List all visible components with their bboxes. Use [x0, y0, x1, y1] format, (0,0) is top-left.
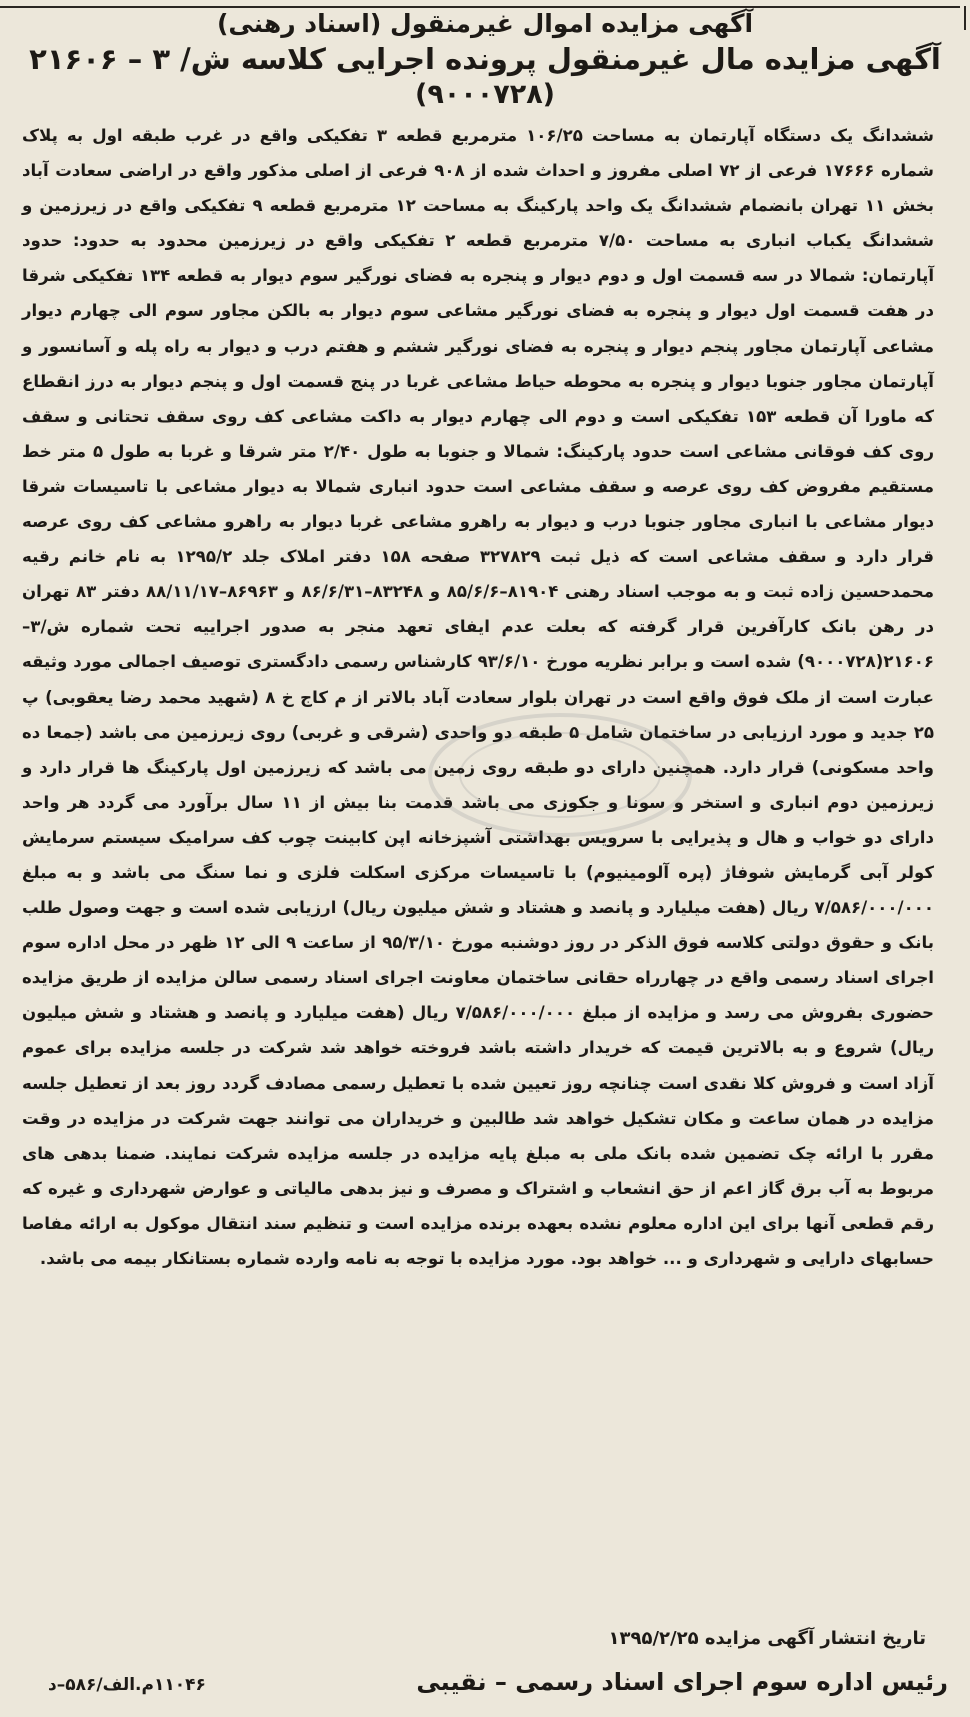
publish-date: تاریخ انتشار آگهی مزایده ۱۳۹۵/۲/۲۵: [608, 1628, 926, 1649]
case-number: (۹۰۰۰۷۲۸): [414, 79, 556, 110]
notice-paragraph: ششدانگ یک دستگاه آپارتمان به مساحت ۱۰۶/۲۵ مترمربع قطعه ۳ تفکیکی واقع در غرب طبقه اول به پلاک شماره ۱۷۶۶۶ فرعی از ۷۲ اصلی مفروز و احداث شده از ۹۰۸ فرعی از اصلی مذکور واقع در اراضی سعادت آباد بخش ۱۱ تهران بانضمام ششدانگ یک واحد پارکینگ به مساحت ۱۲ مترمربع قطعه ۹ تفکیکی واقع در زیرزمین و ششدانگ یکباب انباری به مساحت ۷/۵۰ مترمربع قطعه ۲ تفکیکی واقع در زیرزمین محدود به حدود: حدود آپارتمان: شمالا در سه قسمت اول و دوم دیوار و پنجره به فضای نورگیر سوم دیوار به قطعه ۱۳۴ تفکیکی شرقا در هفت قسمت اول دیوار و پنجره به فضای نورگیر مشاعی سوم دیوار به بالکن مجاور سوم الی چهارم دیوار مشاعی آپارتمان مجاور پنجم دیوار و پنجره به فضای نورگیر ششم و هفتم درب و دیوار به راه پله و آسانسور و آپارتمان مجاور جنوبا دیوار و پنجره به محوطه حیاط مشاعی غربا در پنج قسمت اول و پنجم دیوار به درز انقطاع که ماورا آن قطعه ۱۵۳ تفکیکی است و دوم الی چهارم دیوار به داکت مشاعی کف روی سقف تحتانی و سقف روی کف فوقانی مشاعی است حدود پارکینگ: شمالا و جنوبا به طول ۲/۴۰ متر شرقا و غربا به طول ۵ متر خط مستقیم مفروض کف روی عرصه و سقف مشاعی است حدود انباری شمالا به دیوار مشاعی با تاسیسات شرقا دیوار مشاعی با انباری مجاور جنوبا درب و دیوار به راهرو مشاعی غربا دیوار به راهرو مشاعی کف روی عرصه قرار دارد و سقف مشاعی است که ذیل ثبت ۳۲۷۸۲۹ صفحه ۱۵۸ دفتر املاک جلد ۱۲۹۵/۲ به نام خانم رقیه محمدحسین زاده ثبت و به موجب اسناد رهنی ۸۱۹۰۴–۸۵/۶/۶ و ۸۳۲۴۸–۸۶/۶/۳۱ و ۸۶۹۶۳–۸۸/۱۱/۱۷ دفتر ۸۳ تهران در رهن بانک کارآفرین قرار گرفته که بعلت عدم ایفای تعهد منجر به صدور اجراییه تحت شماره ش/۳–۲۱۶۰۶(۹۰۰۰۷۲۸) شده است و برابر نظریه مورخ ۹۳/۶/۱۰ کارشناس رسمی دادگستری توصیف اجمالی مورد وثیقه عبارت است از ملک فوق واقع است در تهران بلوار سعادت آباد بالاتر از م کاج خ ۸ (شهید محمد رضا یعقوبی) پ ۲۵ جدید و مورد ارزیابی در ساختمان شامل ۵ طبقه دو واحدی (شرقی و غربی) روی زیرزمین می باشد (جمعا ده واحد مسکونی) قرار دارد. همچنین دارای دو طبقه روی زمین می باشد که زیرزمین اول پارکینگ ها قرار دارد و زیرزمین دوم انباری و استخر و سونا و جکوزی می باشد قدمت بنا بیش از ۱۱ سال برآورد می گردد هر واحد دارای دو خواب و هال و پذیرایی با سرویس بهداشتی آشپزخانه اپن کابینت چوب کف سرامیک سیستم سرمایش کولر آبی گرمایش شوفاژ (پره آلومینیوم) با تاسیسات مرکزی اسکلت فلزی و نما سنگ می باشد و به مبلغ ۷/۵۸۶/۰۰۰/۰۰۰ ریال (هفت میلیارد و پانصد و هشتاد و شش میلیون ریال) ارزیابی شده است و جهت وصول طلب بانک و حقوق دولتی کلاسه فوق الذکر در روز دوشنبه مورخ ۹۵/۳/۱۰ از ساعت ۹ الی ۱۲ ظهر در محل اداره سوم اجرای اسناد رسمی واقع در چهارراه حقانی ساختمان معاونت اجرای اسناد رسمی سالن مزایده از طریق مزایده حضوری بفروش می رسد و مزایده از مبلغ ۷/۵۸۶/۰۰۰/۰۰۰ ریال (هفت میلیارد و پانصد و هشتاد و شش میلیون ریال) شروع و به بالاترین قیمت که خریدار داشته باشد فروخته خواهد شد شرکت در جلسه مزایده برای عموم آزاد است و فروش کلا نقدی است چنانچه روز تعیین شده با تعطیل رسمی مصادف گردد روز بعد از تعطیل جلسه مزایده در همان ساعت و مکان تشکیل خواهد شد طالبین و خریداران می توانند جهت شرکت در مزایده در وقت مقرر با ارائه چک تضمین شده بانک ملی به مبلغ پایه مزایده در جلسه مزایده شرکت نمایند. ضمنا بدهی های مربوط به آب برق گاز اعم از حق انشعاب و اشتراک و مصرف و نیز بدهی مالیاتی و عوارض شهرداری و غیره که رقم قطعی آنها برای این اداره معلوم نشده بعهده برنده مزایده است و تنظیم سند انتقال موکول به ارائه مفاصا حسابهای دارایی و شهرداری و ... خواهد بود. مورد مزایده با توجه به نامه وارده شماره بستانکار بیمه می باشد.: [22, 126, 935, 1268]
notice-header: [0, 8, 970, 112]
notice-subtitle: آگهی مزایده مال غیرمنقول پرونده اجرایی کلاسه ش/ ۳ – ۲۱۶۰۶: [29, 42, 941, 76]
notice-title: آگهی مزایده اموال غیرمنقول (اسناد رهنی): [216, 9, 754, 38]
notice-code: ۱۱۰۴۶م.الف/۵۸۶–د: [48, 1675, 206, 1695]
signature-line: رئیس اداره سوم اجرای اسناد رسمی – نقیبی: [416, 1668, 948, 1696]
notice-body: [22, 118, 934, 1276]
